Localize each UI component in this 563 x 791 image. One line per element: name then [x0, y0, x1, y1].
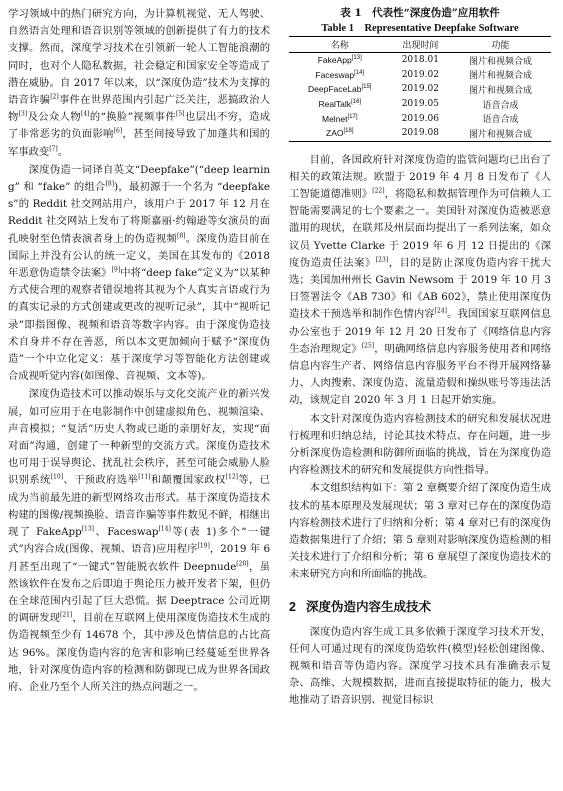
body-paragraph-4: 目前，各国政府针对深度伪造的监管问题均已出台了相关的政策法规。欧盟于 2019 年 4 月 8 日发布了《人工智能道德准则》[22]，将隐私和数据管理作为可信赖人工智能需要满足的七个要素之一。美国针对深度伪造被恶意滥用的现状，在联邦及州层面均提出了一系列法案，如众议员 Yvette Clarke 于 2019 年 6 月 12 日提出的《深度伪造责任法案》[23]，目的是防止深度伪造内容干扰大选；美国加州州长 Gavin Newsom 于 2019 年 10 月 3 日签署法令《AB 730》和《AB 602》，禁止使用深度伪造技术干预选举和制作色情内容[24]。我国国家互联网信息办公室也于 2019 年 12 月 20 日发布了《网络信息内容生态治理规定》[25]，明确网络信息内容服务使用者和网络信息内容生产者、网络信息内容服务平台不得开展网络暴力、人肉搜索、深度伪造、流量造假和操纵账号等违法活动，该规定自 2020 年 3 月 1 日起开始实施。 [289, 153, 552, 407]
software-name: Faceswap[14] [315, 69, 365, 80]
software-function: 语音合成 [482, 115, 519, 126]
table-title-en: Table 1 Representative Deepfake Software [321, 23, 519, 34]
release-date: 2019.02 [401, 69, 439, 80]
software-function: 图片和视频合成 [469, 129, 533, 140]
table-header-name: 名称 [330, 41, 349, 51]
body-paragraph-6: 本文组织结构如下：第 2 章概要介绍了深度伪造生成技术的基本原理及发展现状；第 3 章对已存在的深度伪造内容检测技术进行了归纳和分析；第 4 章对已有的深度伪造数据集进行了介绍；第 5 章则对影响深度伪造检测的相关技术进行了介绍和分析；第 6 章展望了深度伪造技术的未来研究方向和所面临的挑战。 [289, 482, 551, 581]
release-date: 2018.01 [401, 55, 439, 66]
table-row [289, 111, 551, 126]
software-function: 图片和视频合成 [469, 71, 533, 82]
software-function: 图片和视频合成 [469, 85, 533, 96]
body-paragraph-2: 深度伪造一词译自英文“Deepfake”(“deep learning” 和 “fake” 的组合[8])，最初源于一个名为 “deepfakes”的 Reddit 社交网站用户，该用户于 2017 年 12 月在 Reddit 社交网站上发布了将斯嘉丽·约翰逊等女演员的面孔映射至色情表演者身上的伪造视频[8]。深度伪造目前在国际上并没有公认的统一定义，美国在其发布的《2018 年恶意伪造禁令法案》[9]中将“deep fake”定义为“以某种方式使合理的观察者错误地将其视为个人真实言语或行为的真实记录的方式创建或更改的视听记录”，其中“视听记录”即指图像、视频和语音等数字内容。由于深度伪造技术自身并不存在善恶，所以本文更加倾向于赋予“深度伪造”一个中立化定义：基于深度学习等智能化方法创建或合成视听觉内容(如图像、音视频、文本等)。 [8, 163, 271, 383]
release-date: 2019.06 [401, 113, 439, 124]
table-row [289, 68, 551, 83]
software-function: 语音合成 [482, 100, 519, 111]
table-header-row [289, 37, 551, 53]
deepfake-software-table [289, 36, 551, 142]
section-heading [289, 598, 551, 616]
section-paragraph: 深度伪造内容生成工具多依赖于深度学习技术开发，任何人可通过现有的深度伪造软件(模型)轻松创建图像、视频和语音等伪造内容。深度学习技术具有准确表示复杂、高维、大规模数据，进而直接提取特征的能力，极大地推动了语音识别、视觉目标识 [289, 625, 551, 707]
table-row [289, 53, 551, 68]
body-paragraph-5: 本文针对深度伪造内容检测技术的研究和发展状况进行梳理和归纳总结，讨论其技术特点、存在问题，进一步分析深度伪造检测和防御所面临的挑战，旨在为深度伪造内容检测技术的研究和发展提供方向性指导。 [289, 412, 551, 477]
software-name: RealTalk[16] [318, 99, 362, 110]
software-name: FakeApp[13] [317, 55, 362, 66]
table-row [289, 82, 551, 97]
left-column [8, 6, 270, 697]
software-function: 图片和视频合成 [469, 56, 533, 67]
section-number: 2 [289, 599, 296, 614]
software-name: ZAO[18] [326, 128, 354, 139]
release-date: 2019.05 [401, 99, 439, 110]
table-row [289, 97, 551, 112]
body-paragraph-3: 深度伪造技术可以推动娱乐与文化交流产业的新兴发展，如可应用于在电影制作中创建虚拟角色、视频渲染、声音模拟；“复活”历史人物或已逝的亲朋好友，实现“面对面”沟通，创建了一种新型的交流方式。深度伪造技术也可用于误导舆论、扰乱社会秩序，甚至可能会威胁人脸识别系统[10]、干预政府选举[11]和颠覆国家政权[12]等，已成为当前最先进的新型网络攻击形式。基于深度伪造技术构建的图像/视频换脸、语音诈骗等事件数见不鲜，相继出现了 FakeApp[13]、Faceswap[14]等(表 1)多个“一键式”内容合成(图像、视频、语音)应用程序[19]，2019 年 6 月甚至出现了“一键式”智能脱衣软件 Deepnude[20]，虽然该软件在发布之后即迫于舆论压力被开发者下架，但仍在全球范围内引起了巨大恐慌。据 Deeptrace 公司近期的调研发现[21]，目前在互联网上使用深度伪造技术生成的伪造视频至少有 14678 个，其中涉及色情信息的占比高达 96%。深度伪造内容的危害和影响已经蔓延至世界各地，针对深度伪造内容的检测和防御现已成为世界各国政府、企业乃至个人所关注的热点问题之一。 [8, 388, 271, 693]
table-title-cn: 表 1 代表性“深度伪造”应用软件 [340, 7, 500, 19]
table-row [289, 126, 551, 141]
table-header-date: 出现时间 [402, 41, 439, 51]
right-column [289, 6, 551, 711]
software-name: DeepFaceLab[15] [308, 84, 372, 95]
release-date: 2019.02 [401, 84, 439, 95]
software-name: Melnet[17] [322, 113, 358, 124]
release-date: 2019.08 [401, 128, 439, 139]
body-paragraph-1: 学习领域中的热门研究方向，为计算机视觉、无人驾驶、自然语言处理和语音识别等领域的创新提供了有力的技术支撑。然而，深度学习技术在引领新一轮人工智能浪潮的同时，也对个人隐私数据，社会稳定和国家安全等造成了潜在威胁。自 2017 年以来，以“深度伪造”技术为支撑的语音诈骗[2]事件在世界范围内引起广泛关注，恶搞政治人物[3]及公众人物[4]的“换脸”视频事件[5]也层出不穷，造成了非常恶劣的负面影响[6]，甚至间接导致了加蓬共和国的军事政变[7]。 [8, 8, 271, 158]
section-title: 深度伪造内容生成技术 [305, 598, 431, 614]
table-header-function: 功能 [491, 41, 510, 51]
